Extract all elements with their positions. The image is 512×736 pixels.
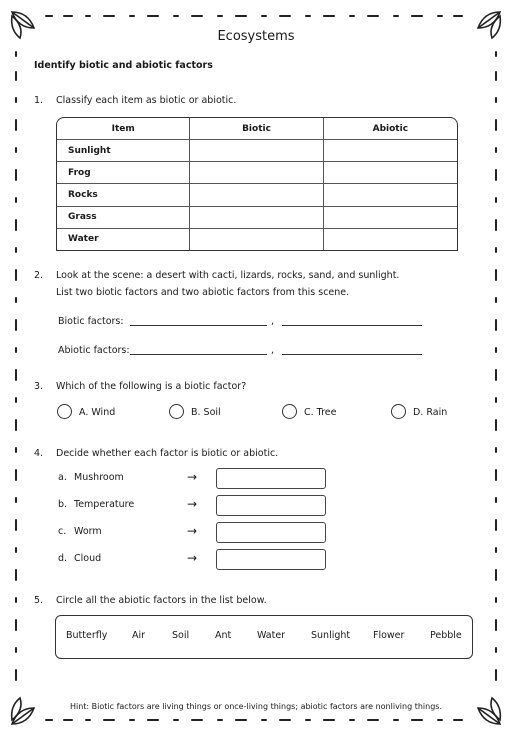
q5-number: 5. xyxy=(34,595,44,606)
q4-item-label: Worm xyxy=(74,526,102,537)
table-header-row xyxy=(57,118,457,140)
radio-option-b[interactable] xyxy=(169,404,184,419)
option-c-label: C. Tree xyxy=(304,407,337,418)
q4-text: Decide whether each factor is biotic or abiotic. xyxy=(56,448,279,459)
abiotic-factors-label: Abiotic factors: xyxy=(58,345,130,356)
option-d-label: D. Rain xyxy=(413,407,448,418)
q4-item-label: Mushroom xyxy=(74,472,124,483)
answer-box-temperature[interactable] xyxy=(216,495,326,516)
arrow-right-icon: → xyxy=(187,551,198,565)
biotic-answer-line-2[interactable] xyxy=(282,325,422,326)
classification-table xyxy=(56,117,458,251)
q5-text: Circle all the abiotic factors in the list below. xyxy=(56,595,267,606)
word-bank-item[interactable]: Water xyxy=(257,630,286,641)
radio-option-d[interactable] xyxy=(391,404,406,419)
answer-box-cloud[interactable] xyxy=(216,549,326,570)
page-title: Ecosystems xyxy=(217,29,295,44)
table-row xyxy=(57,140,457,162)
table-item-cell: Rocks xyxy=(57,184,190,206)
table-row xyxy=(57,162,457,184)
answer-box-worm[interactable] xyxy=(216,522,326,543)
word-bank-item[interactable]: Flower xyxy=(373,630,405,641)
q4-item-letter: b. xyxy=(58,499,68,510)
word-bank-item[interactable]: Pebble xyxy=(430,630,462,641)
q2-text-line1: Look at the scene: a desert with cacti, lizards, rocks, sand, and sunlight. xyxy=(56,270,400,281)
table-row xyxy=(57,229,457,250)
table-item-cell: Water xyxy=(57,229,190,250)
q4-item-letter: c. xyxy=(58,526,67,537)
header-item: Item xyxy=(57,118,190,140)
q4-item-letter: d. xyxy=(58,553,68,564)
answer-box-mushroom[interactable] xyxy=(216,468,326,489)
option-a-label: A. Wind xyxy=(79,407,116,418)
biotic-cell[interactable] xyxy=(190,184,323,206)
table-row xyxy=(57,207,457,229)
section-heading: Identify biotic and abiotic factors xyxy=(34,60,213,71)
q2-number: 2. xyxy=(34,270,44,281)
word-bank-item[interactable]: Sunlight xyxy=(311,630,351,641)
abiotic-separator: , xyxy=(271,345,275,356)
table-item-cell: Sunlight xyxy=(57,140,190,162)
biotic-separator: , xyxy=(271,316,275,327)
radio-option-c[interactable] xyxy=(282,404,297,419)
q3-number: 3. xyxy=(34,381,44,392)
biotic-cell[interactable] xyxy=(190,140,323,162)
word-bank-item[interactable]: Butterfly xyxy=(66,630,108,641)
q4-item-label: Cloud xyxy=(74,553,102,564)
abiotic-cell[interactable] xyxy=(324,229,457,250)
q4-item-letter: a. xyxy=(58,472,67,483)
biotic-answer-line-1[interactable] xyxy=(130,325,267,326)
abiotic-cell[interactable] xyxy=(324,184,457,206)
arrow-right-icon: → xyxy=(187,470,198,484)
q2-text-line2: List two biotic factors and two abiotic factors from this scene. xyxy=(56,287,350,298)
abiotic-cell[interactable] xyxy=(324,140,457,162)
biotic-cell[interactable] xyxy=(190,229,323,250)
word-bank-item[interactable]: Ant xyxy=(215,630,232,641)
word-bank-item[interactable]: Soil xyxy=(172,630,190,641)
hint-text: Hint: Biotic factors are living things or once-living things; abiotic factors are nonliving things. xyxy=(69,702,443,711)
radio-option-a[interactable] xyxy=(57,404,72,419)
biotic-factors-label: Biotic factors: xyxy=(58,316,124,327)
q3-text: Which of the following is a biotic factor? xyxy=(56,381,247,392)
header-abiotic: Abiotic xyxy=(324,118,457,140)
arrow-right-icon: → xyxy=(187,524,198,538)
q1-text: Classify each item as biotic or abiotic. xyxy=(56,95,237,106)
biotic-cell[interactable] xyxy=(190,162,323,184)
abiotic-cell[interactable] xyxy=(324,207,457,229)
abiotic-answer-line-1[interactable] xyxy=(130,354,267,355)
table-row xyxy=(57,184,457,206)
table-item-cell: Frog xyxy=(57,162,190,184)
q1-number: 1. xyxy=(34,95,44,106)
header-biotic: Biotic xyxy=(190,118,323,140)
q4-item-label: Temperature xyxy=(74,499,135,510)
biotic-cell[interactable] xyxy=(190,207,323,229)
word-bank-item[interactable]: Air xyxy=(132,630,146,641)
abiotic-answer-line-2[interactable] xyxy=(282,354,422,355)
option-b-label: B. Soil xyxy=(191,407,221,418)
abiotic-cell[interactable] xyxy=(324,162,457,184)
table-item-cell: Grass xyxy=(57,207,190,229)
arrow-right-icon: → xyxy=(187,497,198,511)
q4-number: 4. xyxy=(34,448,44,459)
